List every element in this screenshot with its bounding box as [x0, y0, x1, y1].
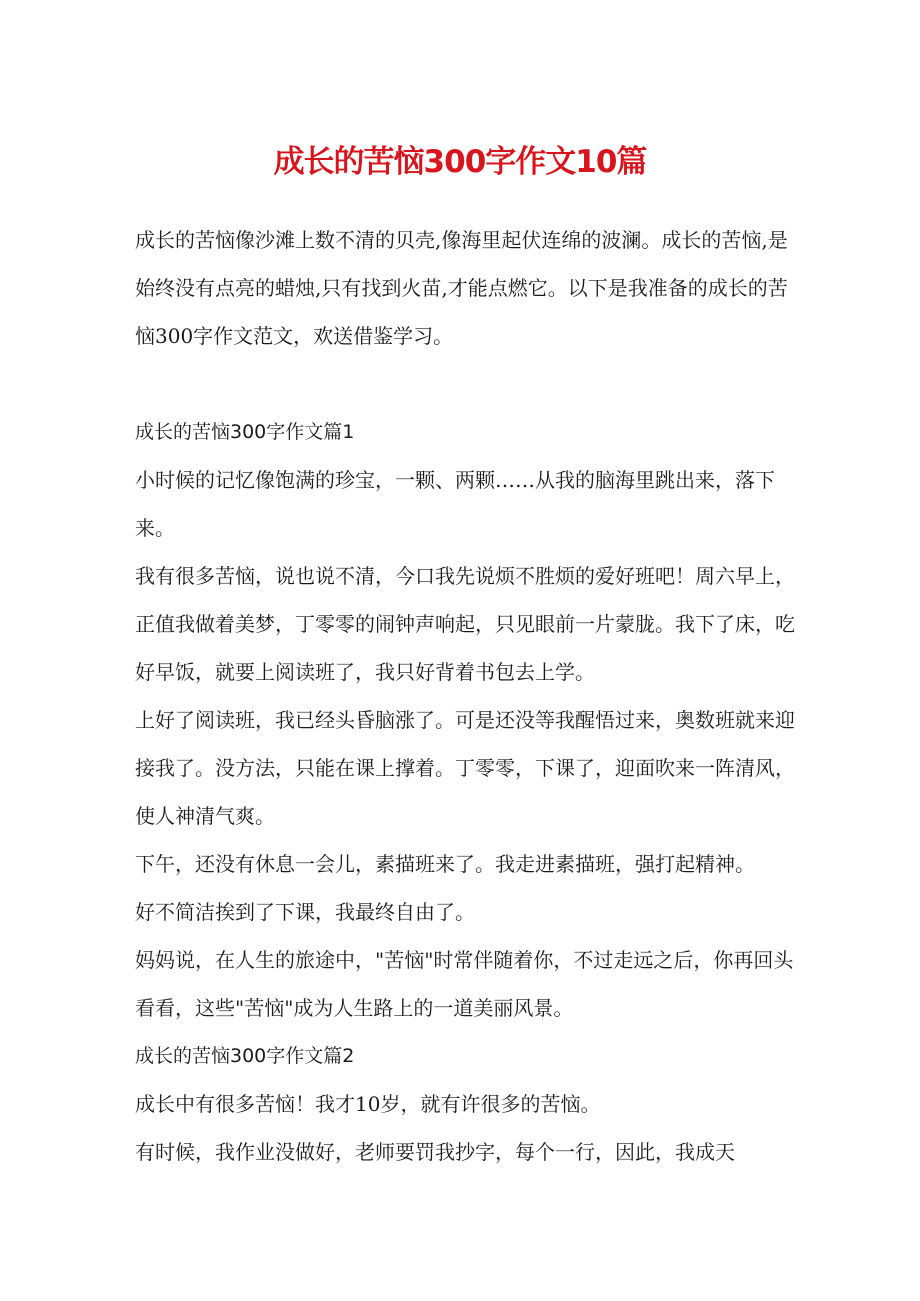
- document-title: 成长的苦恼300字作文10篇: [273, 144, 647, 180]
- body-paragraph: 上好了阅读班，我已经头昏脑涨了。可是还没等我醒悟过来，奥数班就来迎接我了。没方法，只能在课上撑着。丁零零，下课了，迎面吹来一阵清风，使人神清气爽。: [135, 708, 795, 828]
- body-paragraph: 我有很多苦恼，说也说不清，今口我先说烦不胜烦的爱好班吧！周六早上，正值我做着美梦，丁零零的闹钟声响起，只见眼前一片蒙胧。我下了床，吃好早饭，就要上阅读班了，我只好背着书包去上学。: [135, 564, 795, 684]
- section-heading: 成长的苦恼300字作文篇2: [135, 1045, 355, 1067]
- intro-paragraph: 成长的苦恼像沙滩上数不清的贝壳,像海里起伏连绵的波澜。成长的苦恼,是始终没有点亮的蜡烛,只有找到火苗,才能点燃它。以下是我准备的成长的苦恼300字作文范文，欢送借鉴学习。: [135, 228, 788, 348]
- body-paragraph: 妈妈说，在人生的旅途中，"苦恼"时常伴随着你，不过走远之后，你再回头看看，这些"苦恼"成为人生路上的一道美丽风景。: [135, 948, 794, 1020]
- section-spacer: [135, 360, 795, 408]
- body-paragraph: 有时候，我作业没做好，老师要罚我抄字，每个一行，因此，我成天: [135, 1140, 735, 1164]
- body-paragraph: 小时候的记忆像饱满的珍宝，一颗、两颗……从我的脑海里跳出来，落下来。: [135, 468, 775, 540]
- body-paragraph: 下午，还没有休息一会儿，素描班来了。我走进素描班，强打起精神。: [135, 852, 755, 876]
- body-paragraph: 成长中有很多苦恼！我才10岁，就有许很多的苦恼。: [135, 1092, 601, 1116]
- section-2: [135, 1032, 795, 1176]
- body-paragraph: 好不简洁挨到了下课，我最终自由了。: [135, 900, 475, 924]
- section-heading: 成长的苦恼300字作文篇1: [135, 421, 355, 443]
- document-body: [135, 216, 795, 1176]
- section-1: [135, 408, 795, 1032]
